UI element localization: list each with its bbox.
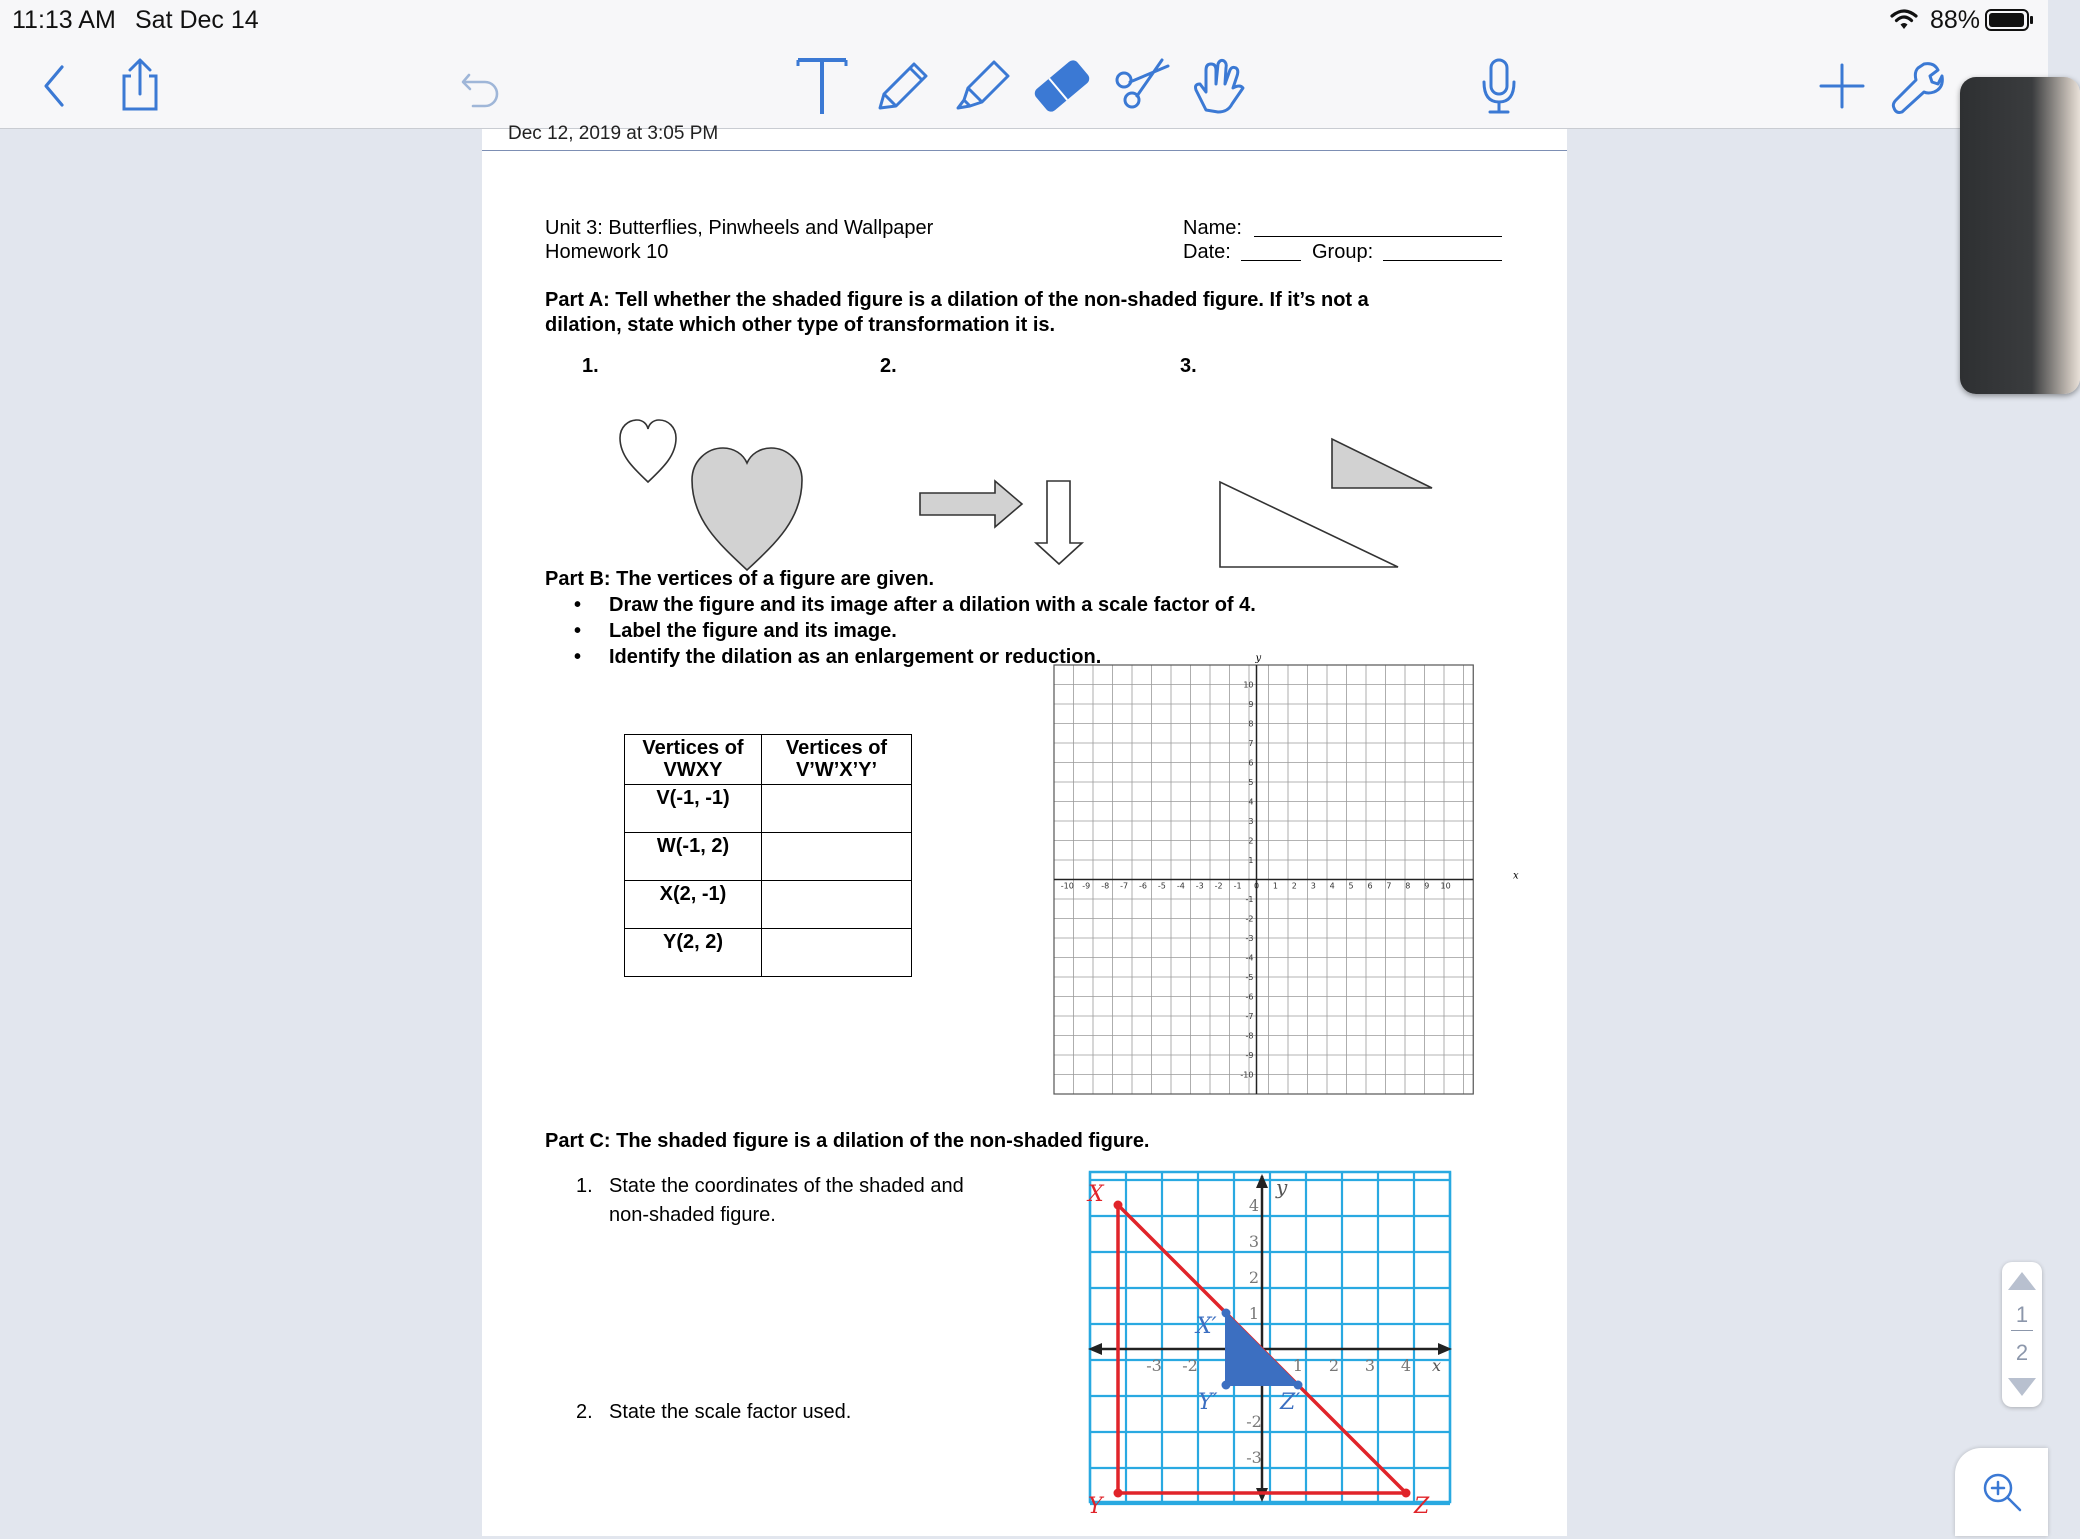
x-tick-label: -6 (1139, 881, 1148, 891)
small-triangle (1332, 439, 1432, 488)
part-a-instructions-line1: Part A: Tell whether the shaded figure is a dilation of the non-shaded figure. If it’s not a (545, 289, 1369, 311)
vertex-label-z: Z (1414, 1494, 1430, 1519)
vertex-label-x-prime: X′ (1196, 1314, 1217, 1339)
name-label: Name: (1183, 217, 1242, 239)
x-tick-label: 10 (1440, 881, 1451, 891)
question-2-text: State the scale factor used. (609, 1401, 852, 1423)
total-pages: 2 (2015, 1340, 2029, 1365)
unit-title: Unit 3: Butterflies, Pinwheels and Wallpaper (545, 217, 934, 239)
document-page[interactable] (482, 123, 1567, 1536)
dilation-graph (1087, 1169, 1467, 1539)
x-tick-label: 3 (1364, 1356, 1376, 1375)
share-button[interactable] (104, 50, 176, 122)
group-line[interactable] (1383, 260, 1502, 261)
battery-percent: 88% (1929, 6, 1980, 34)
answer-cell[interactable] (762, 785, 912, 833)
y-tick-label: 4 (1248, 1196, 1260, 1215)
settings-button[interactable] (1880, 50, 1952, 122)
x-tick-label: 2 (1328, 1356, 1340, 1375)
homework-title: Homework 10 (545, 241, 669, 263)
small-heart (620, 420, 676, 482)
x-tick-label: 6 (1367, 881, 1373, 891)
eraser-icon (1029, 54, 1095, 118)
undo-icon (457, 61, 507, 111)
large-heart (692, 448, 802, 570)
x-tick-label: 1 (1292, 1356, 1304, 1375)
vertex-point (1222, 1309, 1231, 1318)
pen-icon (870, 54, 934, 118)
x-tick-label: -10 (1060, 881, 1074, 891)
share-icon (115, 56, 165, 116)
y-tick-label: -1 (1245, 895, 1254, 904)
right-arrow (920, 481, 1022, 527)
header-cell-image: Vertices of V’W’X’Y’ (762, 735, 912, 785)
y-tick-label: -9 (1245, 1051, 1254, 1060)
vertex-cell: W(-1, 2) (625, 833, 762, 881)
back-button[interactable] (18, 50, 90, 122)
vertex-point (1114, 1201, 1123, 1210)
large-triangle (1220, 482, 1398, 567)
add-button[interactable] (1806, 50, 1878, 122)
page-timestamp: Dec 12, 2019 at 3:05 PM (508, 123, 719, 144)
x-tick-label: -7 (1120, 881, 1129, 891)
x-tick-label: -3 (1146, 1356, 1162, 1375)
table-row (625, 881, 912, 929)
vertex-cell: V(-1, -1) (625, 785, 762, 833)
page-up-icon[interactable] (2002, 1266, 2042, 1296)
pen-tool-button[interactable] (866, 50, 938, 122)
problem-3-number: 3. (1180, 355, 1197, 377)
x-tick-label: 0 (1253, 881, 1260, 891)
y-tick-label: 3 (1248, 1232, 1260, 1251)
wifi-icon (1890, 8, 1918, 32)
zoom-button[interactable] (1955, 1448, 2048, 1536)
page-down-icon[interactable] (2002, 1372, 2042, 1402)
vertex-point (1402, 1489, 1411, 1498)
page-separator (2011, 1330, 2033, 1331)
y-tick-label: -8 (1245, 1031, 1254, 1041)
battery-icon (1985, 8, 2035, 32)
vertex-point (1222, 1381, 1231, 1390)
y-tick-label: -3 (1245, 934, 1254, 943)
date-line[interactable] (1241, 260, 1301, 261)
x-tick-label: 4 (1329, 881, 1335, 891)
table-row (625, 785, 912, 833)
y-tick-label: 3 (1248, 817, 1254, 826)
eraser-tool-button[interactable] (1026, 50, 1098, 122)
status-time: 11:13 AM (12, 6, 116, 34)
table-row (625, 929, 912, 977)
vertices-table (624, 734, 912, 977)
vertex-label-y: Y (1088, 1494, 1103, 1519)
name-line[interactable] (1254, 236, 1502, 237)
y-tick-label: -2 (1245, 914, 1254, 924)
y-tick-label: 2 (1248, 1268, 1260, 1287)
x-tick-label: 7 (1386, 881, 1392, 891)
x-axis-label: x (1432, 1356, 1442, 1375)
y-tick-label: 9 (1248, 700, 1254, 709)
scissors-icon (1110, 54, 1174, 118)
part-c-title: Part C: The shaded figure is a dilation of the non-shaded figure. (545, 1130, 1150, 1152)
answer-cell[interactable] (762, 929, 912, 977)
part-b-bullet-2-text: Label the figure and its image. (609, 620, 897, 642)
x-tick-label: 1 (1272, 881, 1278, 891)
question-1-number: 1. (576, 1175, 593, 1197)
part-b-title: Part B: The vertices of a figure are given. (545, 568, 935, 590)
add-icon (1817, 61, 1867, 111)
vertex-label-y-prime: Y′ (1198, 1390, 1218, 1415)
part-b-bullet-3: • (574, 646, 582, 668)
status-date: Sat Dec 14 (135, 6, 259, 34)
problem-1-number: 1. (582, 355, 599, 377)
question-2-number: 2. (576, 1401, 593, 1423)
vertex-label-x: X (1088, 1182, 1104, 1207)
video-call-thumbnail[interactable] (1960, 77, 2080, 394)
microphone-button[interactable] (1463, 50, 1535, 122)
vertex-point (1114, 1489, 1123, 1498)
top-toolbar (0, 0, 2048, 129)
y-tick-label: 5 (1248, 778, 1254, 787)
answer-cell[interactable] (762, 833, 912, 881)
header-cell-original: Vertices of VWXY (625, 735, 762, 785)
x-tick-label: -9 (1082, 881, 1091, 891)
current-page: 1 (2015, 1302, 2029, 1327)
hand-icon (1188, 54, 1252, 118)
x-tick-label: 3 (1310, 881, 1316, 891)
x-axis-label: x (1513, 870, 1519, 882)
text-tool-icon (792, 54, 852, 118)
x-tick-label: 5 (1348, 881, 1354, 891)
coordinate-grid[interactable] (1051, 653, 1519, 1109)
y-axis-label: y (1255, 653, 1262, 664)
y-tick-label: -4 (1245, 953, 1254, 963)
group-label: Group: (1312, 241, 1374, 263)
vertex-cell: X(2, -1) (625, 881, 762, 929)
part-a-instructions-line2: dilation, state which other type of transformation it is. (545, 314, 1056, 336)
zoom-in-icon (1980, 1470, 2024, 1514)
question-1-text-line1: State the coordinates of the shaded and (609, 1175, 964, 1197)
table-row (625, 833, 912, 881)
y-tick-label: 1 (1248, 1304, 1260, 1323)
x-tick-label: -4 (1176, 881, 1185, 891)
x-tick-label: -5 (1157, 881, 1166, 891)
text-tool-button[interactable] (786, 50, 858, 122)
x-tick-label: -3 (1195, 881, 1204, 891)
part-b-bullet-2: • (574, 620, 582, 642)
page-navigator[interactable] (2002, 1262, 2042, 1407)
question-1-text-line2: non-shaded figure. (609, 1204, 776, 1226)
y-axis-arrow-down (1256, 1488, 1268, 1502)
answer-cell[interactable] (762, 881, 912, 929)
x-tick-label: 2 (1291, 881, 1297, 891)
down-arrow (1036, 481, 1082, 564)
y-tick-label: 4 (1248, 797, 1254, 807)
x-tick-label: -1 (1233, 881, 1242, 891)
y-tick-label: -3 (1246, 1448, 1262, 1467)
hand-tool-button[interactable] (1184, 50, 1256, 122)
vertex-label-z-prime: Z′ (1280, 1390, 1301, 1415)
y-tick-label: -7 (1245, 1012, 1254, 1021)
x-tick-label: -8 (1101, 881, 1110, 891)
vertex-point (1294, 1381, 1303, 1390)
y-tick-label: -5 (1245, 973, 1254, 982)
y-tick-label: -6 (1245, 992, 1254, 1002)
x-tick-label: 4 (1400, 1356, 1412, 1375)
problem-2-number: 2. (880, 355, 897, 377)
date-label: Date: (1183, 241, 1231, 263)
part-b-bullet-1-text: Draw the figure and its image after a dilation with a scale factor of 4. (609, 594, 1256, 616)
vertex-cell: Y(2, 2) (625, 929, 762, 977)
part-b-bullet-3-text: Identify the dilation as an enlargement or reduction. (609, 646, 1102, 668)
page-header (482, 123, 1567, 151)
highlighter-icon (950, 54, 1014, 118)
x-tick-label: 8 (1405, 881, 1411, 891)
scissors-tool-button[interactable] (1106, 50, 1178, 122)
highlighter-tool-button[interactable] (946, 50, 1018, 122)
y-tick-label: -10 (1240, 1070, 1254, 1080)
wrench-icon (1888, 58, 1944, 114)
x-tick-label: -2 (1182, 1356, 1198, 1375)
x-tick-label: 9 (1424, 881, 1430, 891)
y-axis-label: y (1276, 1175, 1288, 1199)
microphone-icon (1474, 56, 1524, 116)
y-tick-label: 7 (1248, 739, 1254, 748)
part-b-bullet-1: • (574, 594, 582, 616)
y-tick-label: 8 (1248, 719, 1254, 729)
y-tick-label: 2 (1248, 836, 1254, 846)
undo-button[interactable] (446, 50, 518, 122)
y-tick-label: 1 (1248, 856, 1254, 865)
x-tick-label: -2 (1214, 881, 1223, 891)
y-tick-label: -2 (1246, 1412, 1262, 1431)
y-tick-label: 10 (1243, 680, 1254, 690)
y-tick-label: 6 (1248, 758, 1254, 768)
back-icon (34, 61, 74, 111)
table-header-row (625, 735, 912, 785)
